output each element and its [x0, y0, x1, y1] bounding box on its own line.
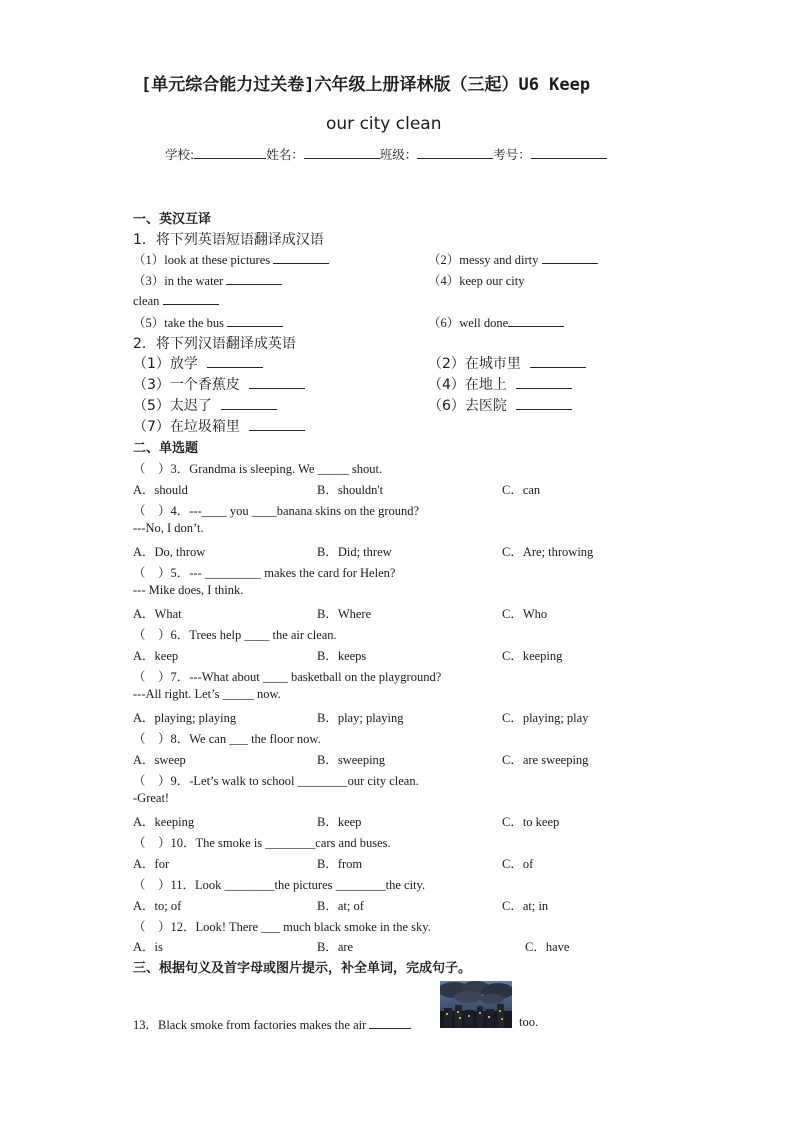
option-b[interactable]: B．Where: [317, 607, 372, 621]
option-a[interactable]: A．What: [133, 607, 182, 621]
question-1-1: （1）look at these pictures: [133, 250, 329, 268]
question-1-4-continued: clean: [133, 292, 219, 309]
option-a[interactable]: A．for: [133, 857, 170, 871]
option-a[interactable]: A．Do, throw: [133, 545, 206, 559]
mc-question-stem: （ ）5．--- _________ makes the card for Helen?: [133, 566, 396, 580]
option-b[interactable]: B．Did; threw: [317, 545, 392, 559]
option-c[interactable]: C．to keep: [502, 815, 560, 829]
question-2-1: （1）放学: [133, 353, 263, 373]
option-b[interactable]: B．are: [317, 940, 354, 954]
mc-question-stem: （ ）7．---What about ____ basketball on the playground?: [133, 670, 442, 684]
mc-question-stem-line2: --- Mike does, I think.: [133, 583, 244, 597]
question-2-7: （7）在垃圾箱里: [133, 416, 305, 436]
option-c[interactable]: C．playing; play: [502, 711, 589, 725]
student-info-line: [165, 145, 607, 163]
page-title-line2: our city clean: [326, 114, 442, 134]
question-2-5: （5）太迟了: [133, 395, 277, 415]
mc-question-stem: （ ）4．---____ you ____banana skins on the ground?: [133, 504, 420, 518]
option-c[interactable]: C．Who: [502, 607, 548, 621]
option-c[interactable]: C．keeping: [502, 649, 563, 663]
answer-blank[interactable]: [508, 314, 564, 327]
question-2-2: （2）在城市里: [428, 353, 586, 373]
mc-question-stem: （ ）8．We can ___ the floor now.: [133, 732, 321, 746]
answer-blank[interactable]: [273, 251, 329, 264]
class-blank[interactable]: [417, 146, 493, 159]
answer-blank[interactable]: [516, 376, 572, 389]
number-blank[interactable]: [531, 146, 607, 159]
option-b[interactable]: B．play; playing: [317, 711, 404, 725]
option-b[interactable]: B．sweeping: [317, 753, 386, 767]
mc-question-stem: （ ）9．-Let’s walk to school ________our city clean.: [133, 774, 419, 788]
option-a[interactable]: A．to; of: [133, 899, 182, 913]
school-blank[interactable]: [194, 146, 266, 159]
question-13-suffix: too.: [519, 1015, 539, 1029]
subsection-heading-2: 2．将下列汉语翻译成英语: [133, 336, 296, 352]
option-c[interactable]: C．are sweeping: [502, 753, 589, 767]
mc-question-stem: （ ）6．Trees help ____ the air clean.: [133, 628, 337, 642]
answer-blank[interactable]: [249, 418, 305, 431]
mc-question-stem-line2: -Great!: [133, 791, 170, 805]
mc-question-stem: （ ）11．Look ________the pictures ________the city.: [133, 878, 426, 892]
answer-blank[interactable]: [207, 355, 263, 368]
section-heading-1: 一、英汉互译: [133, 212, 212, 227]
option-a[interactable]: A．sweep: [133, 753, 186, 767]
option-a[interactable]: A．keeping: [133, 815, 195, 829]
number-label: 考号：: [493, 147, 531, 162]
option-a[interactable]: A．is: [133, 940, 163, 954]
option-c[interactable]: C．Are; throwing: [502, 545, 594, 559]
section-heading-2: 二、单选题: [133, 441, 199, 456]
mc-question-stem: （ ）12．Look! There ___ much black smoke in the sky.: [133, 920, 431, 934]
section-heading-3: 三、根据句义及首字母或图片提示，补全单词，完成句子。: [133, 961, 472, 976]
option-c[interactable]: C．at; in: [502, 899, 549, 913]
option-b[interactable]: B．shouldn't: [317, 483, 384, 497]
subsection-heading-1: 1．将下列英语短语翻译成汉语: [133, 232, 324, 248]
question-1-4: （4）keep our city: [428, 274, 525, 288]
question-13: 13．Black smoke from factories makes the air: [133, 1015, 411, 1033]
mc-question-stem-line2: ---All right. Let’s _____ now.: [133, 687, 281, 701]
class-label: 班级：: [379, 147, 418, 162]
answer-blank[interactable]: [163, 292, 219, 305]
question-2-3: （3）一个香蕉皮: [133, 374, 305, 394]
question-2-4: （4）在地上: [428, 374, 572, 394]
question-2-6: （6）去医院: [428, 395, 572, 415]
answer-blank[interactable]: [227, 314, 283, 327]
question-1-5: （5）take the bus: [133, 313, 283, 331]
answer-blank[interactable]: [516, 397, 572, 410]
option-c[interactable]: C．of: [502, 857, 534, 871]
answer-blank[interactable]: [530, 355, 586, 368]
mc-question-stem: （ ）3．Grandma is sleeping. We _____ shout.: [133, 462, 383, 476]
name-label: 姓名：: [266, 147, 304, 162]
mc-question-stem-line2: ---No, I don’t.: [133, 521, 204, 535]
name-blank[interactable]: [304, 146, 380, 159]
mc-question-stem: （ ）10．The smoke is ________cars and buses.: [133, 836, 391, 850]
option-b[interactable]: B．at; of: [317, 899, 364, 913]
option-c[interactable]: C．have: [525, 940, 570, 954]
option-b[interactable]: B．keeps: [317, 649, 367, 663]
question-1-3: （3）in the water: [133, 271, 282, 289]
question-1-2: （2）messy and dirty: [428, 250, 598, 268]
answer-blank[interactable]: [221, 397, 277, 410]
smoky-city-picture: [440, 981, 512, 1028]
answer-blank[interactable]: [542, 251, 598, 264]
answer-blank[interactable]: [369, 1016, 411, 1029]
school-label: 学校:: [165, 147, 195, 162]
answer-blank[interactable]: [249, 376, 305, 389]
option-c[interactable]: C．can: [502, 483, 541, 497]
answer-blank[interactable]: [226, 272, 282, 285]
option-b[interactable]: B．from: [317, 857, 363, 871]
option-a[interactable]: A．playing; playing: [133, 711, 237, 725]
option-a[interactable]: A．keep: [133, 649, 179, 663]
page-title: [单元综合能力过关卷]六年级上册译林版（三起）U6 Keep: [141, 75, 591, 95]
option-b[interactable]: B．keep: [317, 815, 362, 829]
question-1-6: （6）well done: [428, 313, 564, 331]
option-a[interactable]: A．should: [133, 483, 188, 497]
